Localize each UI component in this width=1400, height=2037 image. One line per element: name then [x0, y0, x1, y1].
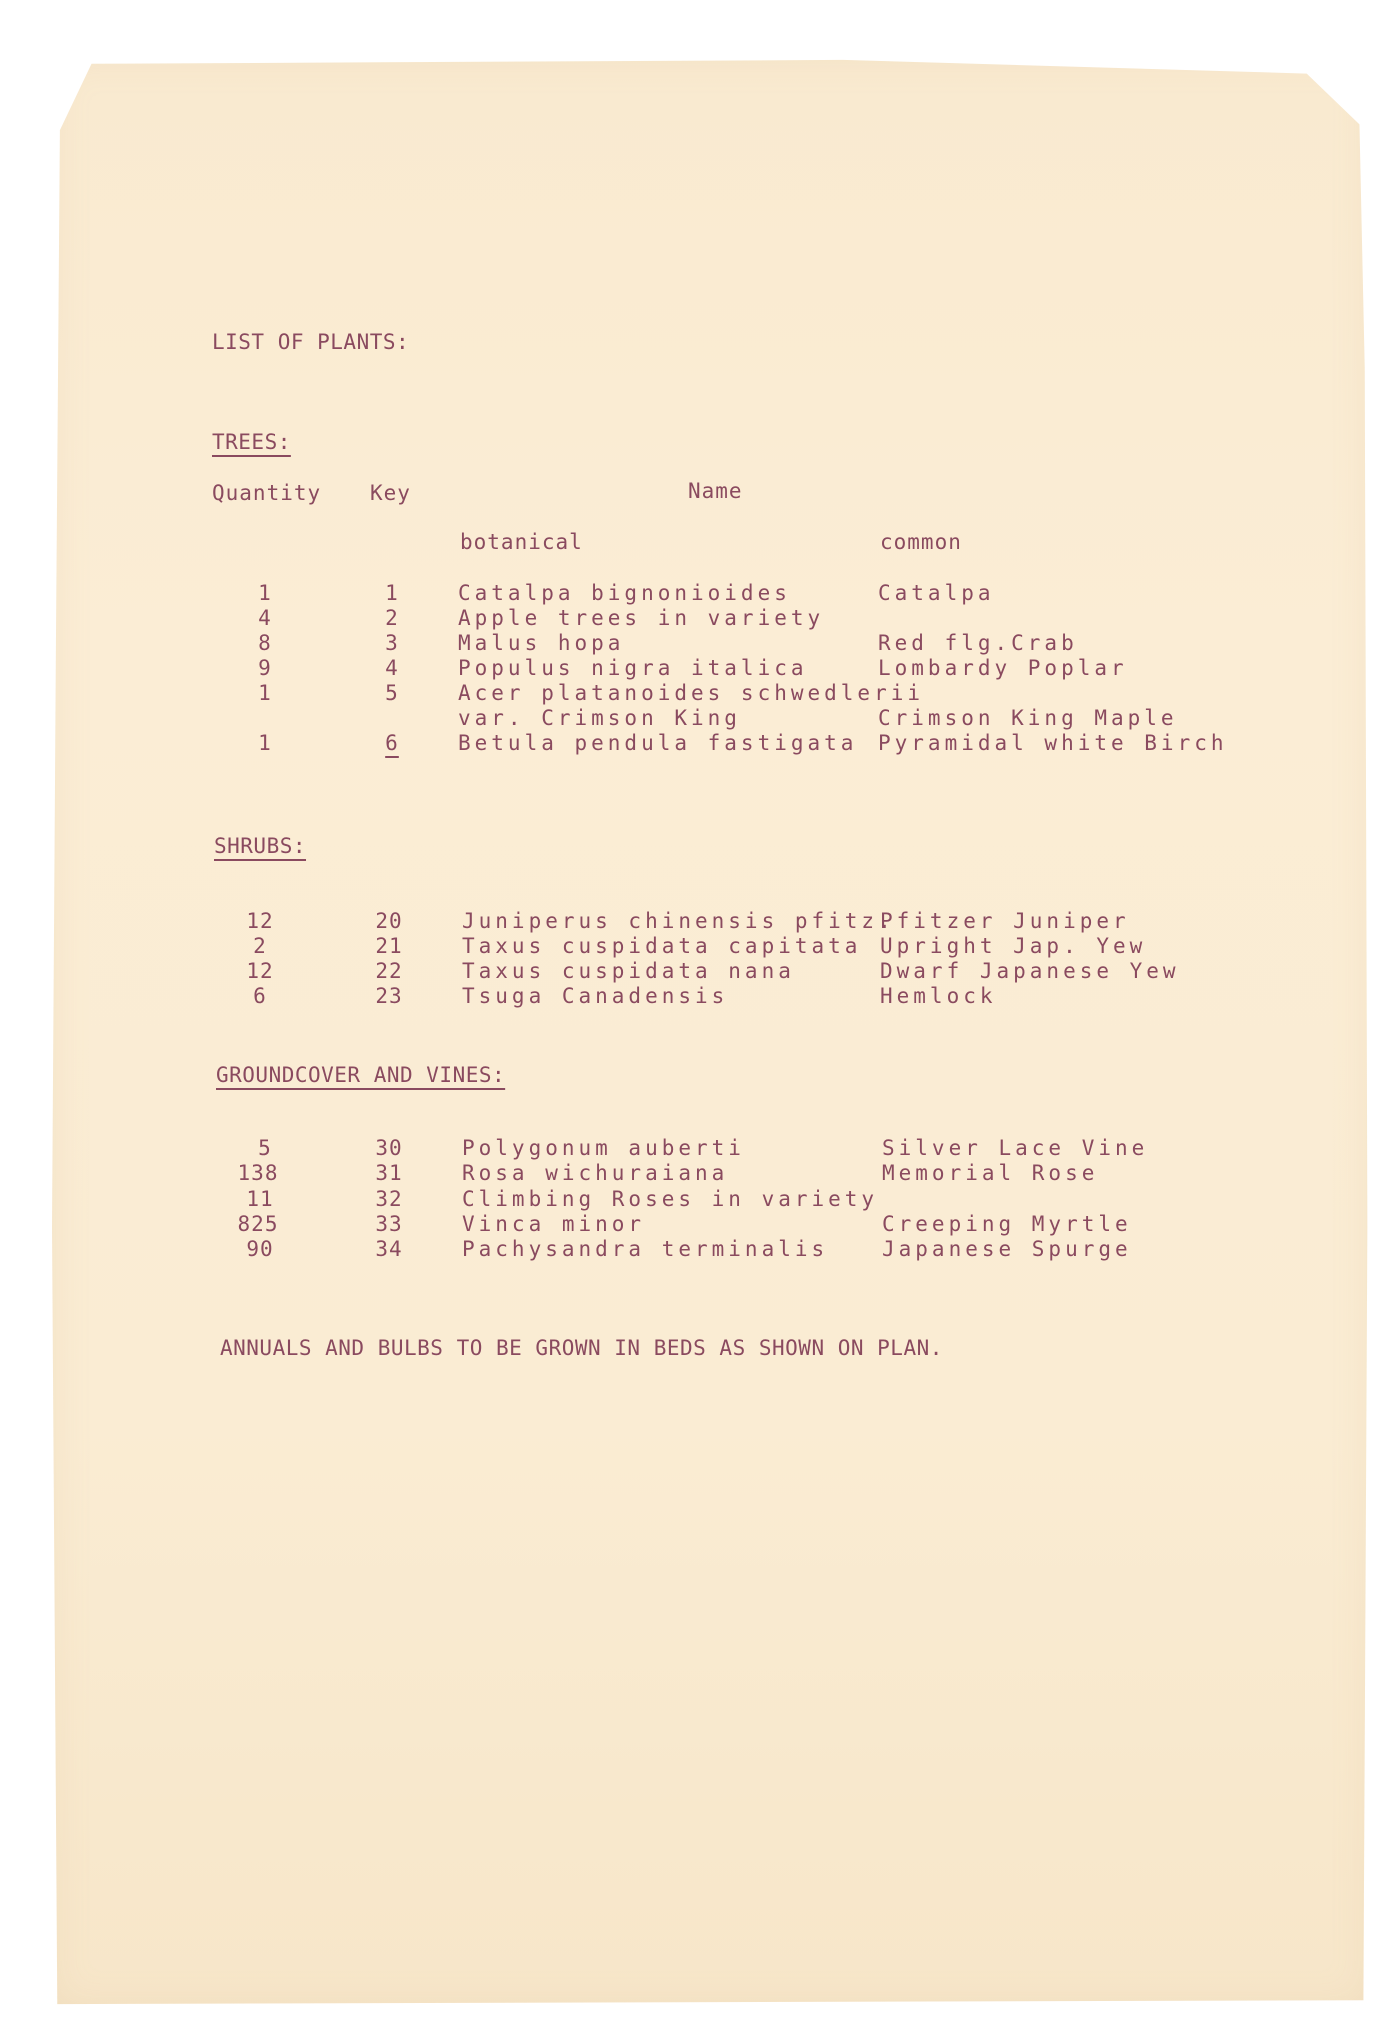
row-common: Pfitzer Juniper	[880, 909, 1130, 933]
column-header-key: Key	[370, 481, 411, 505]
section-heading-shrubs: SHRUBS:	[214, 834, 307, 858]
row-botanical: Tsuga Canadensis	[462, 984, 729, 1008]
row-quantity: 825	[237, 1212, 279, 1236]
document-title: LIST OF PLANTS:	[212, 330, 410, 354]
row-botanical: Acer platanoides schwedlerii	[458, 681, 925, 705]
row-common: Japanese Spurge	[882, 1237, 1132, 1261]
row-common: Lombardy Poplar	[878, 656, 1128, 680]
row-key: 6	[385, 731, 399, 755]
row-key: 22	[375, 959, 403, 983]
row-botanical: Polygonum auberti	[462, 1136, 745, 1160]
row-quantity: 138	[237, 1161, 279, 1185]
row-key: 1	[385, 581, 399, 605]
row-key: 31	[375, 1161, 403, 1185]
column-header-quantity: Quantity	[212, 481, 322, 505]
row-botanical: Taxus cuspidata capitata	[462, 934, 862, 958]
column-header-name: Name	[688, 479, 743, 503]
row-common: Creeping Myrtle	[882, 1212, 1132, 1236]
row-quantity: 12	[246, 959, 274, 983]
row-quantity: 1	[258, 581, 272, 605]
row-botanical: Apple trees in variety	[458, 606, 825, 630]
row-common: Hemlock	[880, 984, 997, 1008]
row-key: 4	[385, 656, 399, 680]
section-heading-trees: TREES:	[212, 430, 291, 454]
row-key: 20	[375, 909, 403, 933]
row-key: 34	[375, 1237, 403, 1261]
row-key: 30	[375, 1136, 403, 1160]
column-header-botanical: botanical	[460, 530, 583, 554]
row-quantity: 1	[258, 731, 272, 755]
row-common: Pyramidal white Birch	[878, 731, 1228, 755]
row-quantity: 2	[253, 934, 267, 958]
row-botanical: Climbing Roses in variety	[462, 1187, 879, 1211]
row-common: Crimson King Maple	[878, 706, 1178, 730]
row-botanical: Catalpa bignonioides	[458, 581, 791, 605]
section-heading-groundcover: GROUNDCOVER AND VINES:	[216, 1063, 506, 1087]
footer-note: ANNUALS AND BULBS TO BE GROWN IN BEDS AS SHOWN ON PLAN.	[220, 1336, 943, 1360]
row-quantity: 1	[258, 681, 272, 705]
row-key: 5	[385, 681, 399, 705]
row-common: Catalpa	[878, 581, 995, 605]
row-botanical: var. Crimson King	[458, 706, 741, 730]
row-botanical: Betula pendula fastigata	[458, 731, 858, 755]
row-common: Silver Lace Vine	[882, 1136, 1149, 1160]
row-botanical: Juniperus chinensis pfitz.	[462, 909, 895, 933]
row-key: 32	[375, 1187, 403, 1211]
row-common: Dwarf Japanese Yew	[880, 959, 1180, 983]
row-botanical: Rosa wichuraiana	[462, 1161, 729, 1185]
row-common: Memorial Rose	[882, 1161, 1099, 1185]
row-botanical: Taxus cuspidata nana	[462, 959, 795, 983]
row-key: 23	[375, 984, 403, 1008]
row-botanical: Malus hopa	[458, 631, 625, 655]
row-quantity: 8	[258, 631, 272, 655]
row-quantity: 5	[258, 1136, 272, 1160]
row-key: 33	[375, 1212, 403, 1236]
row-quantity: 90	[246, 1237, 274, 1261]
row-quantity: 12	[246, 909, 274, 933]
row-key: 3	[385, 631, 399, 655]
row-botanical: Populus nigra italica	[458, 656, 808, 680]
row-common: Red flg.Crab	[878, 631, 1078, 655]
row-quantity: 9	[258, 656, 272, 680]
row-key: 21	[375, 934, 403, 958]
row-key: 2	[385, 606, 399, 630]
row-common: Upright Jap. Yew	[880, 934, 1147, 958]
row-botanical: Pachysandra terminalis	[462, 1237, 829, 1261]
row-botanical: Vinca minor	[462, 1212, 646, 1236]
column-header-common: common	[880, 530, 962, 554]
row-quantity: 6	[253, 984, 267, 1008]
row-quantity: 4	[258, 606, 272, 630]
row-quantity: 11	[246, 1187, 274, 1211]
